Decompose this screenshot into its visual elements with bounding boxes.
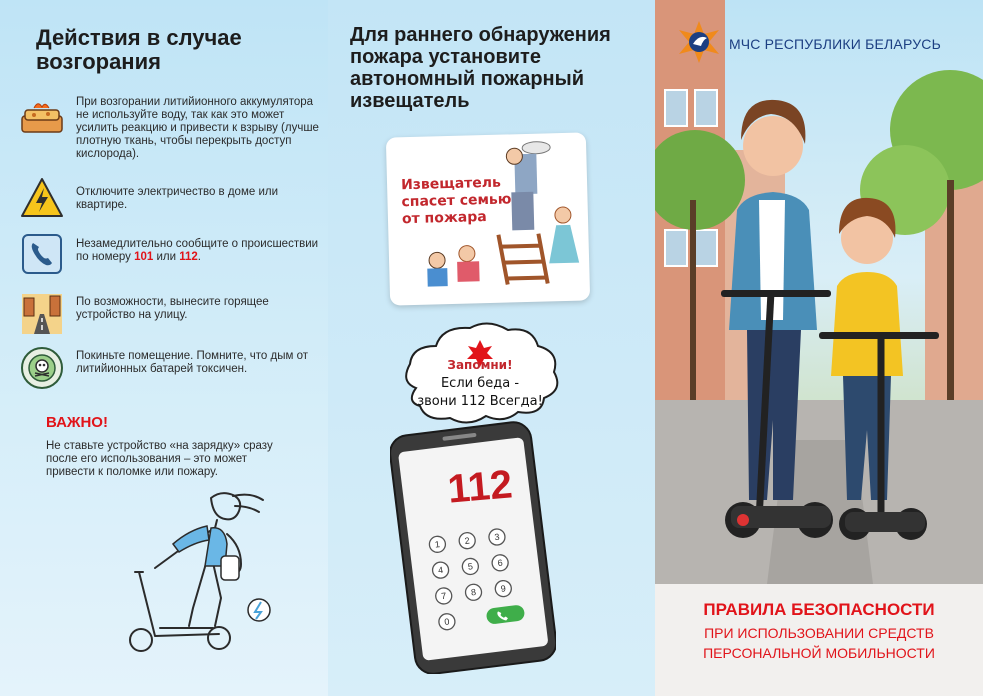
keypad-3: 3 <box>493 531 501 543</box>
phone-illustration <box>390 420 556 674</box>
action-text: Отключите электричество в доме или квартире. <box>76 186 279 211</box>
important-text: Не ставьте устройство «на зарядку» сразу после его использования – это может привести к поломке или пожару. <box>46 440 273 478</box>
emergency-number-101: 101 <box>134 251 154 263</box>
panel-title: Действия в случае возгорания <box>36 25 242 74</box>
remember-label: Запомни! <box>447 358 513 372</box>
cover-title-line-2: ПРИ ИСПОЛЬЗОВАНИИ СРЕДСТВ <box>704 625 934 641</box>
cloud-text-line-1: Если беда - <box>440 376 520 391</box>
keypad-0: 0 <box>443 616 451 628</box>
toxic-smoke-icon <box>20 346 64 390</box>
action-text: При возгорании литийионного аккумулятора не используйте воду, так как это может усилить реакцию и привести к взрыву (лучше плотную ткань, чтобы перекрыть доступ кислорода). <box>76 96 319 160</box>
card-caption: Извещатель спасет семью от пожара <box>400 174 512 228</box>
important-heading: ВАЖНО! <box>46 414 108 431</box>
cover-title-line-3: ПЕРСОНАЛЬНОЙ МОБИЛЬНОСТИ <box>703 645 935 661</box>
panel-fire-actions <box>0 0 328 696</box>
keypad-5: 5 <box>467 561 474 572</box>
cloud-text-line-2: звони 112 Всегда! <box>417 394 543 409</box>
action-text: По возможности, вынесите горящее устройство на улицу. <box>76 296 269 321</box>
keypad-6: 6 <box>497 557 504 569</box>
phone-icon <box>20 232 64 276</box>
action-text <box>76 238 320 264</box>
remember-cloud <box>396 318 564 436</box>
keypad-9: 9 <box>500 583 507 594</box>
detector-card <box>386 132 590 305</box>
action-text: Покиньте помещение. Помните, что дым от литийионных батарей токсичен. <box>76 350 308 375</box>
action-text-part: Незамедлительно сообщите о происшествии по номеру <box>76 238 319 263</box>
electricity-warning-icon <box>20 176 64 220</box>
keypad-1: 1 <box>434 539 441 550</box>
fire-blanket-icon <box>20 96 64 140</box>
mchs-emblem-icon <box>677 20 721 64</box>
smartphone-icon <box>390 420 556 674</box>
action-text-part: . <box>197 251 201 263</box>
family-on-scooters-illustration <box>655 0 983 600</box>
organization-name: МЧС РЕСПУБЛИКИ БЕЛАРУСЬ <box>729 36 941 52</box>
panel-cover <box>655 0 983 696</box>
cover-title-line-1: ПРАВИЛА БЕЗОПАСНОСТИ <box>703 600 935 619</box>
emergency-number-112: 112 <box>179 251 198 263</box>
scooter-rider-illustration <box>115 488 290 658</box>
keypad-2: 2 <box>464 535 471 546</box>
keypad-4: 4 <box>437 564 444 576</box>
panel-detector <box>328 0 655 696</box>
panel-title: Для раннего обнаружения пожара установите автономный пожарный извещатель <box>350 24 611 112</box>
street-icon <box>20 292 64 336</box>
keypad-8: 8 <box>470 587 477 598</box>
action-text-part: или <box>153 251 180 263</box>
keypad-7: 7 <box>440 590 447 602</box>
phone-screen-number: 112 <box>445 462 515 512</box>
